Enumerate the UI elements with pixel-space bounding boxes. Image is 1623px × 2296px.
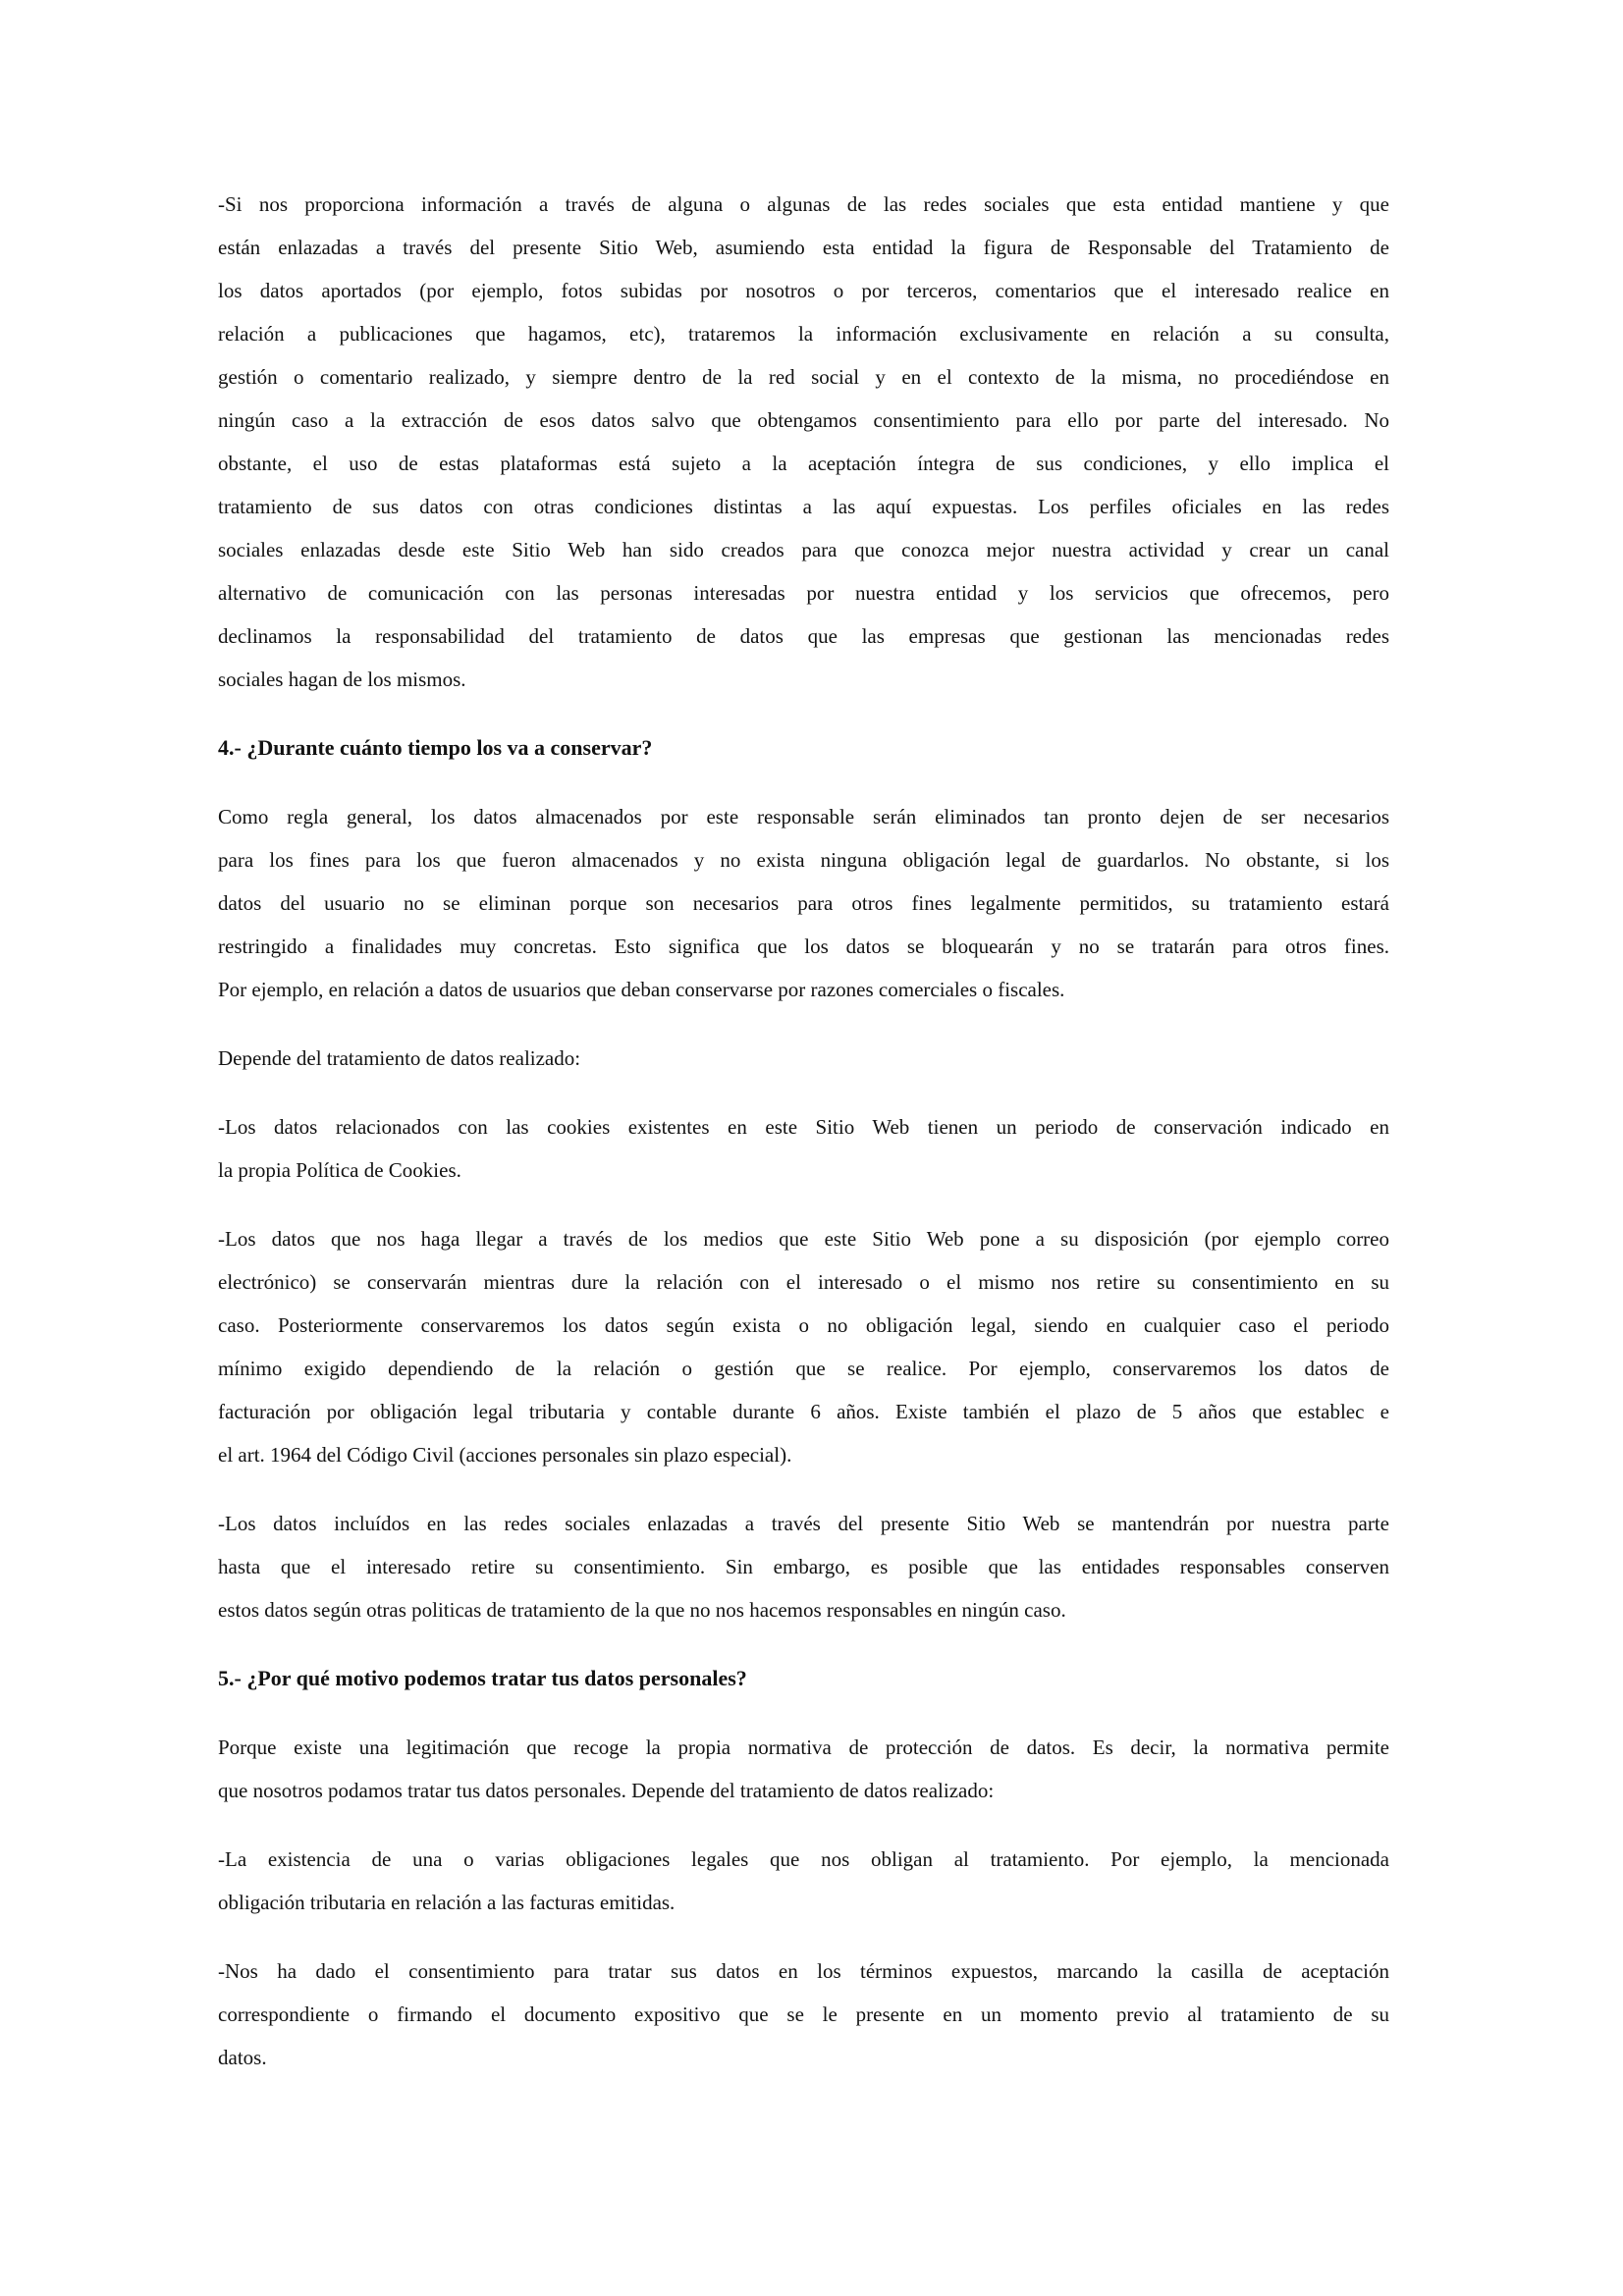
para-medios-conservacion-line-6: el art. 1964 del Código Civil (acciones personales sin plazo especial).: [218, 1443, 792, 1467]
para-cookies-line-2: la propia Política de Cookies.: [218, 1158, 461, 1182]
para-legitimacion-line-1: Porque existe una legitimación que recoge la propia normativa de protección de datos. Es decir, la normativa permite: [218, 1735, 1389, 1759]
para-conservacion-general-line-2: para los fines para los que fueron almacenados y no exista ninguna obligación legal de guardarlos. No obstante, si los: [218, 848, 1389, 872]
para-redes-conservacion: [218, 1502, 1389, 1631]
para-redes-sociales-line-1: -Si nos proporciona información a través de alguna o algunas de las redes sociales que esta entidad mantiene y que: [218, 192, 1389, 216]
para-redes-conservacion-line-3: estos datos según otras politicas de tratamiento de la que no nos hacemos responsables en ningún caso.: [218, 1598, 1066, 1622]
para-conservacion-general-line-1: Como regla general, los datos almacenados por este responsable serán eliminados tan pronto dejen de ser necesarios: [218, 805, 1389, 828]
para-consentimiento: [218, 1949, 1389, 2079]
para-medios-conservacion-line-3: caso. Posteriormente conservaremos los datos según exista o no obligación legal, siendo en cualquier caso el periodo: [218, 1313, 1389, 1337]
para-redes-sociales-line-11: declinamos la responsabilidad del tratamiento de datos que las empresas que gestionan las mencionadas redes: [218, 624, 1389, 648]
para-conservacion-general-line-5: Por ejemplo, en relación a datos de usuarios que deban conservarse por razones comerciales o fiscales.: [218, 978, 1065, 1001]
para-medios-conservacion-line-2: electrónico) se conservarán mientras dure la relación con el interesado o el mismo nos retire su consentimiento en su: [218, 1270, 1389, 1294]
document-body: [218, 183, 1389, 2079]
para-obligaciones-legales: [218, 1838, 1389, 1924]
para-redes-sociales-line-3: los datos aportados (por ejemplo, fotos subidas por nosotros o por terceros, comentarios que el interesado realice en: [218, 279, 1389, 302]
para-consentimiento-line-1: -Nos ha dado el consentimiento para tratar sus datos en los términos expuestos, marcando la casilla de aceptación: [218, 1959, 1389, 1983]
para-redes-sociales-line-12: sociales hagan de los mismos.: [218, 667, 466, 691]
para-redes-sociales-line-7: obstante, el uso de estas plataformas está sujeto a la aceptación íntegra de sus condiciones, y ello implica el: [218, 452, 1389, 475]
para-conservacion-general-line-4: restringido a finalidades muy concretas. Esto significa que los datos se bloquearán y no se tratarán para otros fines.: [218, 934, 1389, 958]
para-depende-tratamiento: [218, 1037, 1389, 1080]
heading-seccion-5: 5.- ¿Por qué motivo podemos tratar tus datos personales?: [218, 1666, 747, 1690]
para-consentimiento-line-3: datos.: [218, 2046, 267, 2069]
para-medios-conservacion-line-1: -Los datos que nos haga llegar a través de los medios que este Sitio Web pone a su disposición (por ejemplo correo: [218, 1227, 1389, 1251]
heading-seccion-4: 4.- ¿Durante cuánto tiempo los va a conservar?: [218, 735, 653, 760]
para-consentimiento-line-2: correspondiente o firmando el documento expositivo que se le presente en un momento previo al tratamiento de su: [218, 2002, 1389, 2026]
para-redes-sociales-line-10: alternativo de comunicación con las personas interesadas por nuestra entidad y los servicios que ofrecemos, pero: [218, 581, 1389, 605]
para-medios-conservacion: [218, 1217, 1389, 1476]
para-redes-sociales-line-9: sociales enlazadas desde este Sitio Web han sido creados para que conozca mejor nuestra actividad y crear un canal: [218, 538, 1389, 561]
para-redes-sociales: [218, 183, 1389, 701]
para-redes-sociales-line-8: tratamiento de sus datos con otras condiciones distintas a las aquí expuestas. Los perfiles oficiales en las redes: [218, 495, 1389, 518]
para-obligaciones-legales-line-2: obligación tributaria en relación a las facturas emitidas.: [218, 1891, 676, 1914]
para-legitimacion: [218, 1726, 1389, 1812]
para-cookies: [218, 1105, 1389, 1192]
para-legitimacion-line-2: que nosotros podamos tratar tus datos personales. Depende del tratamiento de datos realizado:: [218, 1779, 995, 1802]
para-redes-conservacion-line-1: -Los datos incluídos en las redes sociales enlazadas a través del presente Sitio Web se mantendrán por nuestra parte: [218, 1512, 1389, 1535]
para-redes-sociales-line-2: están enlazadas a través del presente Sitio Web, asumiendo esta entidad la figura de Responsable del Tratamiento de: [218, 236, 1389, 259]
para-redes-conservacion-line-2: hasta que el interesado retire su consentimiento. Sin embargo, es posible que las entidades responsables conserven: [218, 1555, 1389, 1578]
para-redes-sociales-line-5: gestión o comentario realizado, y siempre dentro de la red social y en el contexto de la misma, no procediéndose en: [218, 365, 1389, 389]
para-medios-conservacion-line-5: facturación por obligación legal tributaria y contable durante 6 años. Existe también el plazo de 5 años que establec e: [218, 1400, 1389, 1423]
para-depende-tratamiento-line-1: Depende del tratamiento de datos realizado:: [218, 1046, 581, 1070]
para-conservacion-general: [218, 795, 1389, 1011]
para-redes-sociales-line-6: ningún caso a la extracción de esos datos salvo que obtengamos consentimiento para ello por parte del interesado. No: [218, 408, 1389, 432]
para-conservacion-general-line-3: datos del usuario no se eliminan porque son necesarios para otros fines legalmente permitidos, su tratamiento estará: [218, 891, 1389, 915]
para-obligaciones-legales-line-1: -La existencia de una o varias obligaciones legales que nos obligan al tratamiento. Por ejemplo, la mencionada: [218, 1847, 1389, 1871]
para-medios-conservacion-line-4: mínimo exigido dependiendo de la relación o gestión que se realice. Por ejemplo, conservaremos los datos de: [218, 1357, 1389, 1380]
para-cookies-line-1: -Los datos relacionados con las cookies existentes en este Sitio Web tienen un periodo de conservación indicado en: [218, 1115, 1389, 1139]
para-redes-sociales-line-4: relación a publicaciones que hagamos, etc), trataremos la información exclusivamente en relación a su consulta,: [218, 322, 1389, 346]
